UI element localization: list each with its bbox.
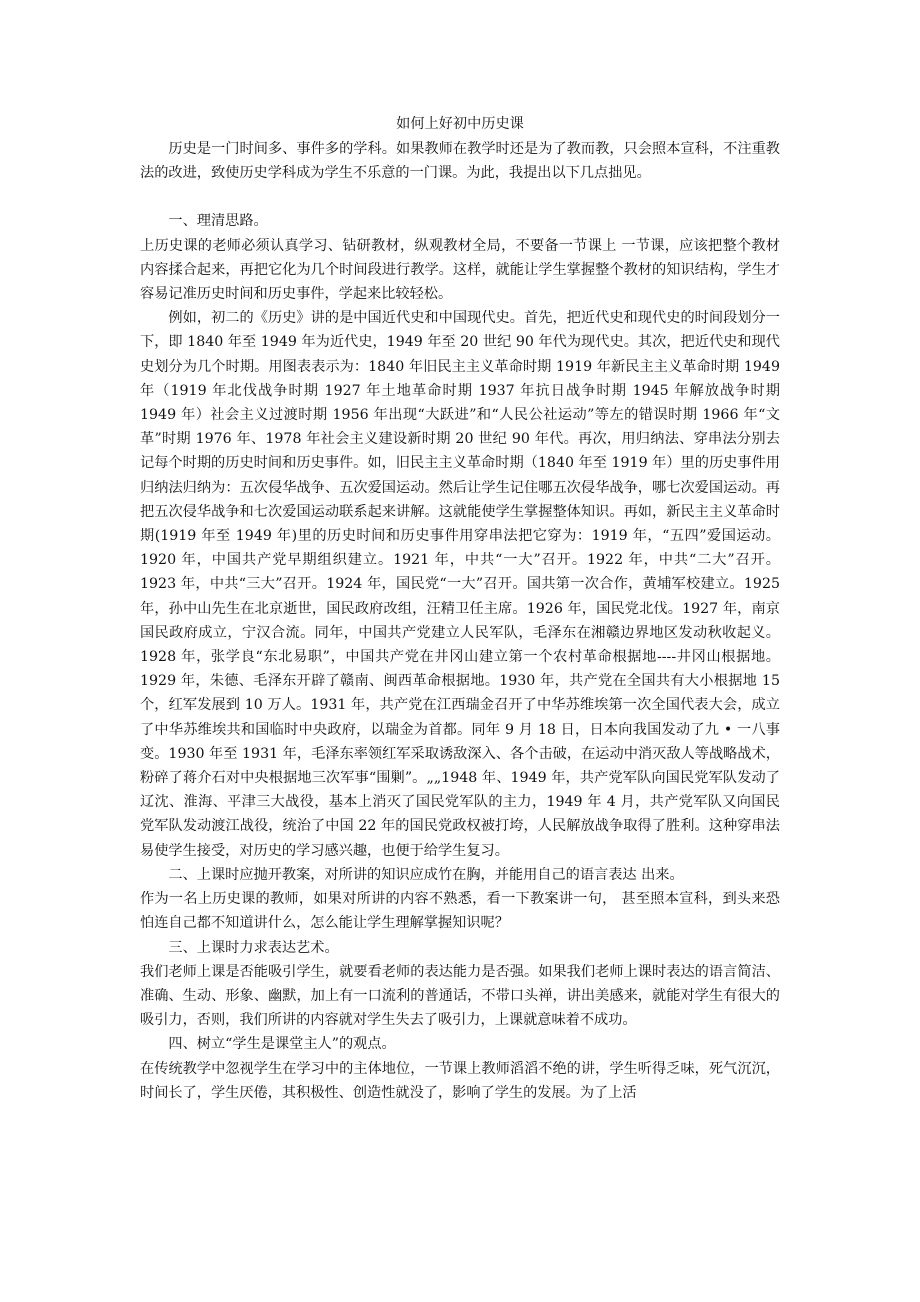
intro-paragraph: 历史是一门时间多、事件多的学科。如果教师在教学时还是为了教而教，只会照本宣科，不注重教法的改进，致使历史学科成为学生不乐意的一门课。为此，我提出以下几点拙见。	[140, 141, 780, 182]
section-2-heading: 二、上课时应抛开教案，对所讲的知识应成竹在胸，并能用自己的语言表达 出来。	[168, 866, 684, 883]
blank-line	[140, 185, 780, 209]
section-4-heading: 四、树立“学生是课堂主人”的观点。	[168, 1036, 396, 1053]
section-1-heading: 一、理清思路。	[168, 213, 268, 230]
section-2-paragraph: 作为一名上历史课的教师，如果对所讲的内容不熟悉，看一下教案讲一句， 甚至照本宣科，到头来恐怕连自己都不知道讲什么，怎么能让学生理解掌握知识呢？	[140, 891, 780, 932]
section-4-paragraph: 在传统教学中忽视学生在学习中的主体地位，一节课上教师滔滔不绝的讲，学生听得乏味，死气沉沉，时间长了，学生厌倦，其积极性、创造性就没了，影响了学生的发展。为了上活	[140, 1060, 780, 1101]
document-title: 如何上好初中历史课	[396, 116, 524, 132]
section-1-paragraph-2: 例如，初二的《历史》讲的是中国近代史和中国现代史。首先，把近代史和现代史的时间段划分一下，即 1840 年至 1949 年为近代史，1949 年至 20 世纪 90 年代为现代史。其次，把近代史和现代史划分为几个时期。用图表表示为：1840 年旧民主主义革命时期 1919 年新民主主义革命时期 1949 年（1919 年北伐战争时期 1927 年土地革命时期 1937 年抗日战争时期 1945 年解放战争时期 1949 年）社会主义过渡时期 1956 年出现“大跃进”和“人民公社运动”等左的错误时期 1966 年“文革”时期 1976 年、1978 年社会主义建设新时期 20 世纪 90 年代。再次，用归纳法、穿串法分别去记每个时期的历史时间和历史事件。如，旧民主主义革命时期（1840 年至 1919 年）里的历史事件用归纳法归纳为：五次侵华战争、五次爱国运动。然后让学生记住哪五次侵华战争，哪七次爱国运动。再把五次侵华战争和七次爱国运动联系起来讲解。这就能使学生掌握整体知识。再如，新民主主义革命时期(1919 年至 1949 年)里的历史时间和历史事件用穿串法把它穿为：1919 年，“五四”爱国运动。1920 年，中国共产党早期组织建立。1921 年，中共“一大”召开。1922 年，中共“二大”召开。1923 年，中共“三大”召开。1924 年，国民党“一大”召开。国共第一次合作，黄埔军校建立。1925 年，孙中山先生在北京逝世，国民政府改组，汪精卫任主席。1926 年，国民党北伐。1927 年，南京国民政府成立，宁汉合流。同年，中国共产党建立人民军队，毛泽东在湘赣边界地区发动秋收起义。1928 年，张学良“东北易职”，中国共产党在井冈山建立第一个农村革命根据地----井冈山根据地。1929 年，朱德、毛泽东开辟了赣南、闽西革命根据地。1930 年，共产党在全国共有大小根据地 15 个，红军发展到 10 万人。1931 年，共产党在江西瑞金召开了中华苏维埃第一次全国代表大会，成立了中华苏维埃共和国临时中央政府，以瑞金为首都。同年 9 月 18 日，日本向我国发动了九 • 一八事变。1930 年至 1931 年，毛泽东率领红军采取诱敌深入、各个击破，在运动中消灭敌人等战略战术，粉碎了蒋介石对中央根据地三次军事“围剿”。„„1948 年、1949 年，共产党军队向国民党军队发动了辽沈、淮海、平津三大战役，基本上消灭了国民党军队的主力，1949 年 4 月，共产党军队又向国民党军队发动渡江战役，统治了中国 22 年的国民党政权被打垮，人民解放战争取得了胜利。这种穿串法易使学生接受，对历史的学习感兴趣，也便于给学生复习。	[140, 310, 780, 859]
section-3-paragraph: 我们老师上课是否能吸引学生，就要看老师的表达能力是否强。如果我们老师上课时表达的语言简洁、准确、生动、形象、幽默，加上有一口流利的普通话，不带口头禅，讲出美感来，就能对学生有很大的吸引力，否则，我们所讲的内容就对学生失去了吸引力，上课就意味着不成功。	[140, 963, 780, 1029]
document-page	[140, 107, 780, 1105]
section-3-heading: 三、上课时力求表达艺术。	[168, 939, 339, 956]
section-1-paragraph-1: 上历史课的老师必须认真学习、钻研教材，纵观教材全局，不要备一节课上 一节课，应该把整个教材内容揉合起来，再把它化为几个时间段进行教学。这样，就能让学生掌握整个教材的知识结构，学生才容易记准历史时间和历史事件，学起来比较轻松。	[140, 237, 780, 303]
